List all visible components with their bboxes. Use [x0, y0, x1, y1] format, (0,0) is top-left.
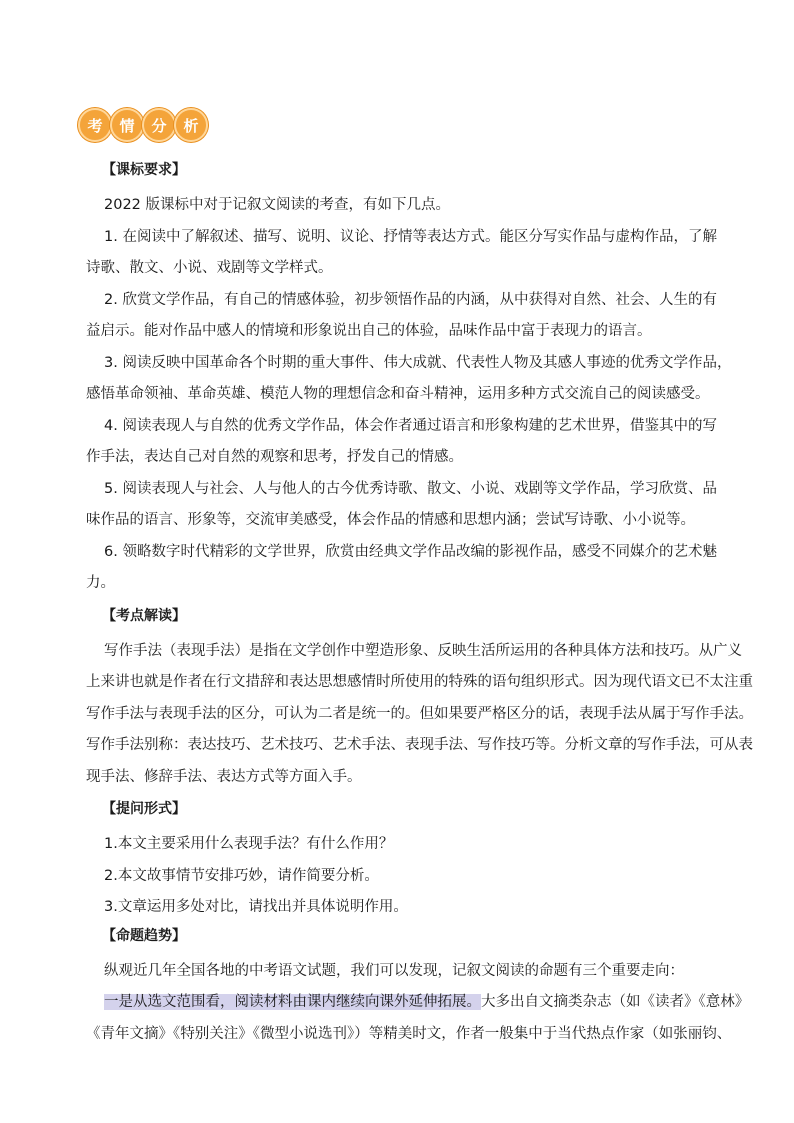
paragraph — [86, 829, 722, 924]
text-line: 现手法、修辞手法、表达方式等方面入手。 — [86, 768, 362, 785]
text-line: 2.本文故事情节安排巧妙，请作简要分析。 — [104, 867, 379, 884]
text-span: 大多出自文摘类杂志（如《读者》《意林》 — [481, 994, 750, 1010]
text-line: 上来讲也就是作者在行文措辞和表达思想感情时所使用的特殊的语句组织形式。因为现代语文已不太注重 — [86, 674, 753, 690]
text-line: 5. 阅读表现人与社会、人与他人的古今优秀诗歌、散文、小说、戏剧等文学作品，学习欣赏、品 — [104, 480, 717, 497]
text-line: 感悟革命领袖、革命英雄、模范人物的理想信念和奋斗精神，运用多种方式交流自己的阅读感受。 — [86, 386, 710, 402]
badge-char: 情 — [110, 108, 144, 142]
paragraph — [86, 956, 750, 1051]
text-line: 力。 — [86, 575, 115, 591]
text-line: 2022 版课标中对于记叙文阅读的考查，有如下几点。 — [104, 197, 451, 213]
text-line: 益启示。能对作品中感人的情境和形象说出自己的体验，品味作品中富于表现力的语言。 — [86, 323, 652, 339]
text-line: 写作手法别称：表达技巧、艺术技巧、艺术手法、表现手法、写作技巧等。分析文章的写作手法，可从表 — [86, 737, 753, 753]
badge-char: 分 — [142, 108, 176, 142]
text-line: 4. 阅读表现人与自然的优秀文学作品，体会作者通过语言和形象构建的艺术世界，借鉴其中的写 — [104, 417, 717, 434]
text-line: 3.文章运用多处对比，请找出并具体说明作用。 — [104, 899, 408, 915]
text-line: 味作品的语言、形象等，交流审美感受，体会作品的情感和思想内涵；尝试写诗歌、小小说等。 — [86, 512, 695, 528]
section-heading-exam-points: 【考点解读】 — [102, 607, 186, 624]
highlighted-text: 一是从选文范围看，阅读材料由课内继续向课外延伸拓展。 — [104, 994, 481, 1010]
text-line: 6. 领略数字时代精彩的文学世界，欣赏由经典文学作品改编的影视作品，感受不同媒介的艺术魅 — [104, 543, 717, 560]
text-line — [86, 987, 750, 1019]
section-heading-curriculum: 【课标要求】 — [102, 162, 186, 178]
paragraph — [86, 190, 732, 600]
section-badge — [78, 108, 206, 142]
text-line: 作手法，表达自己对自然的观察和思考，抒发自己的情感。 — [86, 449, 463, 465]
text-line: 1. 在阅读中了解叙述、描写、说明、议论、抒情等表达方式。能区分写实作品与虚构作品，了解 — [104, 228, 717, 245]
text-line: 1.本文主要采用什么表现手法？有什么作用？ — [104, 836, 394, 852]
text-line: 写作手法（表现手法）是指在文学创作中塑造形象、反映生活所运用的各种具体方法和技巧。从广义 — [104, 642, 742, 659]
text-line: 《青年文摘》《特别关注》《微型小说选刊》）等精美时文，作者一般集中于当代热点作家（如张丽钧、 — [86, 1025, 732, 1042]
text-line: 3. 阅读反映中国革命各个时期的重大事件、伟大成就、代表性人物及其感人事迹的优秀文学作品， — [104, 354, 732, 371]
section-heading-trends: 【命题趋势】 — [102, 927, 186, 944]
badge-char: 考 — [78, 108, 112, 142]
document-body — [86, 160, 753, 1050]
text-line: 写作手法与表现手法的区分，可认为二者是统一的。但如果要严格区分的话，表现手法从属于写作手法。 — [86, 705, 753, 722]
badge-char: 析 — [174, 108, 208, 142]
section-heading-question-forms: 【提问形式】 — [102, 801, 186, 817]
text-line: 2. 欣赏文学作品，有自己的情感体验，初步领悟作品的内涵，从中获得对自然、社会、人生的有 — [104, 291, 717, 308]
text-line: 诗歌、散文、小说、戏剧等文学样式。 — [86, 260, 333, 276]
text-line: 纵观近几年全国各地的中考语文试题，我们可以发现，记叙文阅读的命题有三个重要走向： — [104, 962, 684, 979]
paragraph — [86, 636, 753, 794]
